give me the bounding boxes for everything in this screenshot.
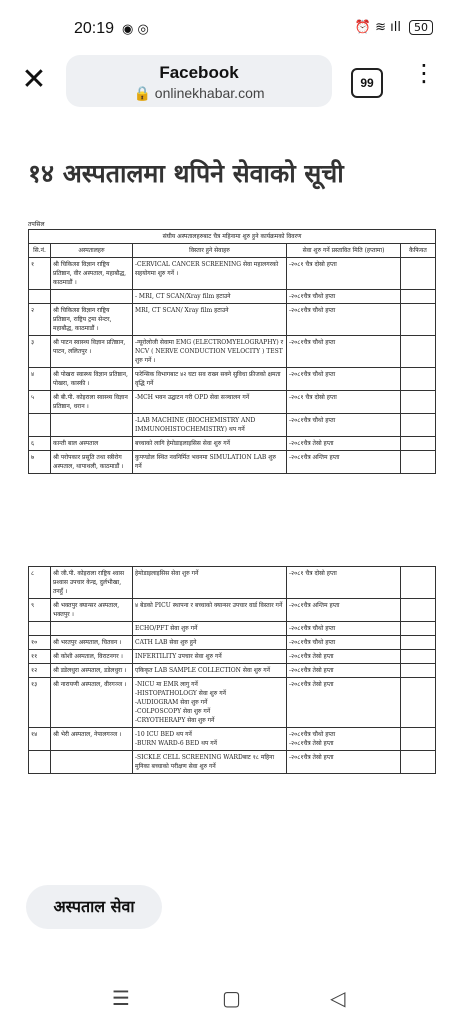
url-bar[interactable] xyxy=(66,55,332,107)
article-title: १४ अस्पतालमा थपिने सेवाको सूची xyxy=(28,159,344,188)
cell-hospital: श्री डडेलधुरा अस्पताल, डडेलधुरा । xyxy=(51,664,133,678)
status-bar xyxy=(0,0,461,48)
cell-hospital: श्री परोपकार प्रसूति तथा स्त्रीरोग अस्पताल, थापाथली, काठमाडौं । xyxy=(51,451,133,474)
cell-date: -२०८१चैत्र अन्तिम हप्ता xyxy=(287,599,401,622)
cell-no: २ xyxy=(29,304,51,336)
cell-date: -२०८१ चैत्र दोस्रो हप्ता xyxy=(287,391,401,414)
cell-no: ७ xyxy=(29,451,51,474)
cell-date: -२०८१चैत्र तेस्रो हप्ता xyxy=(287,650,401,664)
table-row xyxy=(29,368,436,391)
cell-remarks xyxy=(401,437,436,451)
table-super-header: संघीय अस्पतालहरुबाट चैत्र महिनामा शुरु हुने कार्यक्रमको विवरण xyxy=(29,230,436,244)
cell-remarks xyxy=(401,567,436,599)
cell-date: -२०८१चैत्र तेस्रो हप्ता xyxy=(287,751,401,774)
cell-hospital: श्री चिकित्सा विज्ञान राष्ट्रिय प्रतिष्ठान, वीर अस्पताल, महाबौद्ध, काठमाडौं । xyxy=(51,258,133,290)
cell-remarks xyxy=(401,391,436,414)
cell-service: ECHO/PFT सेवा शुरु गर्ने xyxy=(133,622,287,636)
cell-date: -२०८१चैत्र तेस्रो हप्ता xyxy=(287,678,401,728)
cell-service: हेमोडाइलाइसिस सेवा शुरु गर्ने xyxy=(133,567,287,599)
more-menu-icon[interactable]: ⋮ xyxy=(412,59,436,87)
cell-no: ३ xyxy=(29,336,51,368)
table-row xyxy=(29,290,436,304)
cell-date: -२०८१चैत्र अन्तिम हप्ता xyxy=(287,451,401,474)
cell-hospital xyxy=(51,290,133,304)
cell-remarks xyxy=(401,368,436,391)
cell-no: ५ xyxy=(29,391,51,414)
cell-date: -२०८१चैत्र चौथो हप्ता -२०८१चैत्र तेस्रो हप्ता xyxy=(287,728,401,751)
cell-service: बच्चाको लागि हेमोडाइलाइसिस सेवा शुरु गर्ने xyxy=(133,437,287,451)
cell-date: -२०८१चैत्र तेस्रो हप्ता xyxy=(287,664,401,678)
cell-remarks xyxy=(401,414,436,437)
cell-remarks xyxy=(401,304,436,336)
cell-hospital: श्री नारायणी अस्पताल, वीरगञ्ज । xyxy=(51,678,133,728)
cell-service: कुपण्डोल स्थित नवनिर्मित भवनमा SIMULATION LAB शुरु गर्ने xyxy=(133,451,287,474)
cell-service: INFERTILITY उपचार सेवा शुरु गर्ने xyxy=(133,650,287,664)
url-text xyxy=(66,85,332,102)
cell-remarks xyxy=(401,636,436,650)
cell-date: -२०८१चैत्र चौथो हप्ता xyxy=(287,622,401,636)
url-domain: onlinekhabar.com xyxy=(154,85,265,101)
table-row xyxy=(29,336,436,368)
cell-no xyxy=(29,414,51,437)
cell-date: -२०८१चैत्र चौथो हप्ता xyxy=(287,368,401,391)
table-row xyxy=(29,391,436,414)
document-table-2 xyxy=(28,566,436,774)
cell-date: -२०८१ चैत्र दोस्रो हप्ता xyxy=(287,258,401,290)
cell-service: MRI, CT SCAN/ Xray film हटाउने xyxy=(133,304,287,336)
lock-icon: 🔒 xyxy=(133,85,151,101)
system-nav-bar xyxy=(0,972,461,1024)
cell-date: -२०८१चैत्र चौथो हप्ता xyxy=(287,636,401,650)
table-row xyxy=(29,599,436,622)
tab-count-button[interactable]: 99 xyxy=(351,68,383,98)
cell-remarks xyxy=(401,336,436,368)
column-header: अस्पतालहरु xyxy=(51,244,133,258)
cell-remarks xyxy=(401,728,436,751)
cell-service: -CERVICAL CANCER SCREENING सेवा महालगरको सहयोगमा शुरु गर्ने । xyxy=(133,258,287,290)
home-icon[interactable]: ▢ xyxy=(222,986,241,1010)
column-header: सेवा शुरु गर्ने प्रस्तावित मिति (हप्तामा) xyxy=(287,244,401,258)
cell-service: -न्यूरोलोजी सेवामा EMG (ELECTROMYELOGRAPHY) र NCV ( NERVE CONDUCTION VELOCITY ) TEST शुरु गर्ने । xyxy=(133,336,287,368)
cell-no: ११ xyxy=(29,650,51,664)
status-right xyxy=(355,20,433,35)
cell-date: -२०८१चैत्र चौथो हप्ता xyxy=(287,414,401,437)
cell-no xyxy=(29,751,51,774)
cell-service: -10 ICU BED थप गर्ने -BURN WARD-6 BED थप गर्ने xyxy=(133,728,287,751)
table-caption: तपसिल xyxy=(28,221,45,228)
battery-icon: 50 xyxy=(409,20,433,35)
cell-no: १४ xyxy=(29,728,51,751)
cell-no: ४ xyxy=(29,368,51,391)
cell-no: १ xyxy=(29,258,51,290)
cell-date: -२०८१चैत्र चौथो हप्ता xyxy=(287,290,401,304)
cell-hospital: कान्ती बाल अस्पताल xyxy=(51,437,133,451)
cell-hospital xyxy=(51,622,133,636)
cell-remarks xyxy=(401,451,436,474)
cell-hospital: श्री पोखरा स्वास्थ्य विज्ञान प्रतिष्ठान, पोखरा, कास्की । xyxy=(51,368,133,391)
table-row xyxy=(29,437,436,451)
table-row xyxy=(29,678,436,728)
cell-service: -NICU मा EMR लागु गर्ने -HISTOPATHOLOGY सेवा शुरु गर्ने -AUDIOGRAM सेवा शुरु गर्ने -COLPOSCOPY सेवा शुरु गर्ने -CRYOTHERAPY सेवा शुरु गर्ने xyxy=(133,678,287,728)
column-header: कैफियत xyxy=(401,244,436,258)
browser-toolbar xyxy=(0,52,461,112)
cell-date: -२०८१चैत्र चौथो हप्ता xyxy=(287,304,401,336)
cell-no xyxy=(29,622,51,636)
table-row xyxy=(29,751,436,774)
cell-no: ९ xyxy=(29,599,51,622)
recent-apps-icon[interactable]: ☰ xyxy=(112,986,130,1010)
back-icon[interactable]: ◁ xyxy=(330,986,346,1010)
cell-hospital: श्री भेरी अस्पताल, नेपालगञ्ज । xyxy=(51,728,133,751)
cell-remarks xyxy=(401,622,436,636)
cell-hospital: श्री बी.पी. कोइराला स्वास्थ्य विज्ञान प्रतिष्ठान, धरान । xyxy=(51,391,133,414)
cell-service: - MRI, CT SCAN/Xray film हटाउने xyxy=(133,290,287,304)
table-row xyxy=(29,258,436,290)
cell-service: -MCH भवन उद्घाटन गरी OPD सेवा सञ्चालन गर्ने xyxy=(133,391,287,414)
cell-no: ६ xyxy=(29,437,51,451)
cell-date: -२०८१चैत्र चौथो हप्ता xyxy=(287,336,401,368)
table-row xyxy=(29,451,436,474)
cell-service: ४ बेडको PICU स्थापना र बच्चाको क्यान्सर उपचार वार्ड विस्तार गर्ने xyxy=(133,599,287,622)
cell-date: -२०८१चैत्र तेस्रो हप्ता xyxy=(287,437,401,451)
cell-remarks xyxy=(401,650,436,664)
table-row xyxy=(29,664,436,678)
column-header: विस्तार हुने सेवाहरु xyxy=(133,244,287,258)
table-row xyxy=(29,728,436,751)
cell-hospital: श्री भक्तपुर क्यान्सर अस्पताल, भक्तपुर । xyxy=(51,599,133,622)
page-site-title: Facebook xyxy=(159,63,239,82)
table-row xyxy=(29,636,436,650)
cell-no: १० xyxy=(29,636,51,650)
cell-service: -SICKLE CELL SCREENING WARDबाट १८ महिना मुनिका बच्चाको परीक्षण सेवा शुरु गर्ने xyxy=(133,751,287,774)
cell-date: -२०८१ चैत्र दोस्रो हप्ता xyxy=(287,567,401,599)
related-topic-button[interactable]: अस्पताल सेवा xyxy=(26,885,162,929)
table-row xyxy=(29,414,436,437)
cell-remarks xyxy=(401,258,436,290)
system-icons: ⏰ ≋ ıll xyxy=(354,20,401,35)
cell-no xyxy=(29,290,51,304)
table-row xyxy=(29,650,436,664)
cell-no: ८ xyxy=(29,567,51,599)
column-header: सि.नं. xyxy=(29,244,51,258)
cell-hospital: श्री भरतपुर अस्पताल, चितवन । xyxy=(51,636,133,650)
table-row xyxy=(29,622,436,636)
table-row xyxy=(29,304,436,336)
cell-remarks xyxy=(401,290,436,304)
status-time: 20:19 xyxy=(74,20,115,37)
cell-no: १३ xyxy=(29,678,51,728)
cell-remarks xyxy=(401,751,436,774)
document-table-1 xyxy=(28,220,436,474)
cell-service: एकिकृत LAB SAMPLE COLLECTION सेवा शुरु गर्ने xyxy=(133,664,287,678)
cell-hospital: श्री पाटन स्वास्थ्य विज्ञान प्रतिष्ठान, पाटन, ललितपुर । xyxy=(51,336,133,368)
notification-icons: ◉ ◎ xyxy=(122,22,149,37)
cell-no: १२ xyxy=(29,664,51,678)
close-icon[interactable]: ✕ xyxy=(21,62,47,97)
cell-hospital: श्री चिकित्सा विज्ञान राष्ट्रिय प्रतिष्ठान, राष्ट्रिय ट्रमा सेन्टर, महाबौद्ध, काठमाडौं । xyxy=(51,304,133,336)
cell-remarks xyxy=(401,599,436,622)
cell-remarks xyxy=(401,664,436,678)
cell-remarks xyxy=(401,678,436,728)
cell-service: CATH LAB सेवा शुरु हुने xyxy=(133,636,287,650)
cell-hospital xyxy=(51,751,133,774)
cell-service: -LAB MACHINE (BIOCHEMISTRY AND IMMUNOHISTOCHEMISTRY) थप गर्ने xyxy=(133,414,287,437)
cell-hospital xyxy=(51,414,133,437)
cell-hospital: श्री जी.पी. कोइराला राष्ट्रिय श्वास प्रश्वास उपचार केन्द्र, दुर्लभीखा, तनहुँ । xyxy=(51,567,133,599)
table-row xyxy=(29,567,436,599)
cell-hospital: श्री कोशी अस्पताल, विराटनगर । xyxy=(51,650,133,664)
cell-service: फरेन्सिक विभागबाट ४२ घटा सव राख्न सक्ने सुविधा फ्रीजको क्षमता वृद्धि गर्ने xyxy=(133,368,287,391)
